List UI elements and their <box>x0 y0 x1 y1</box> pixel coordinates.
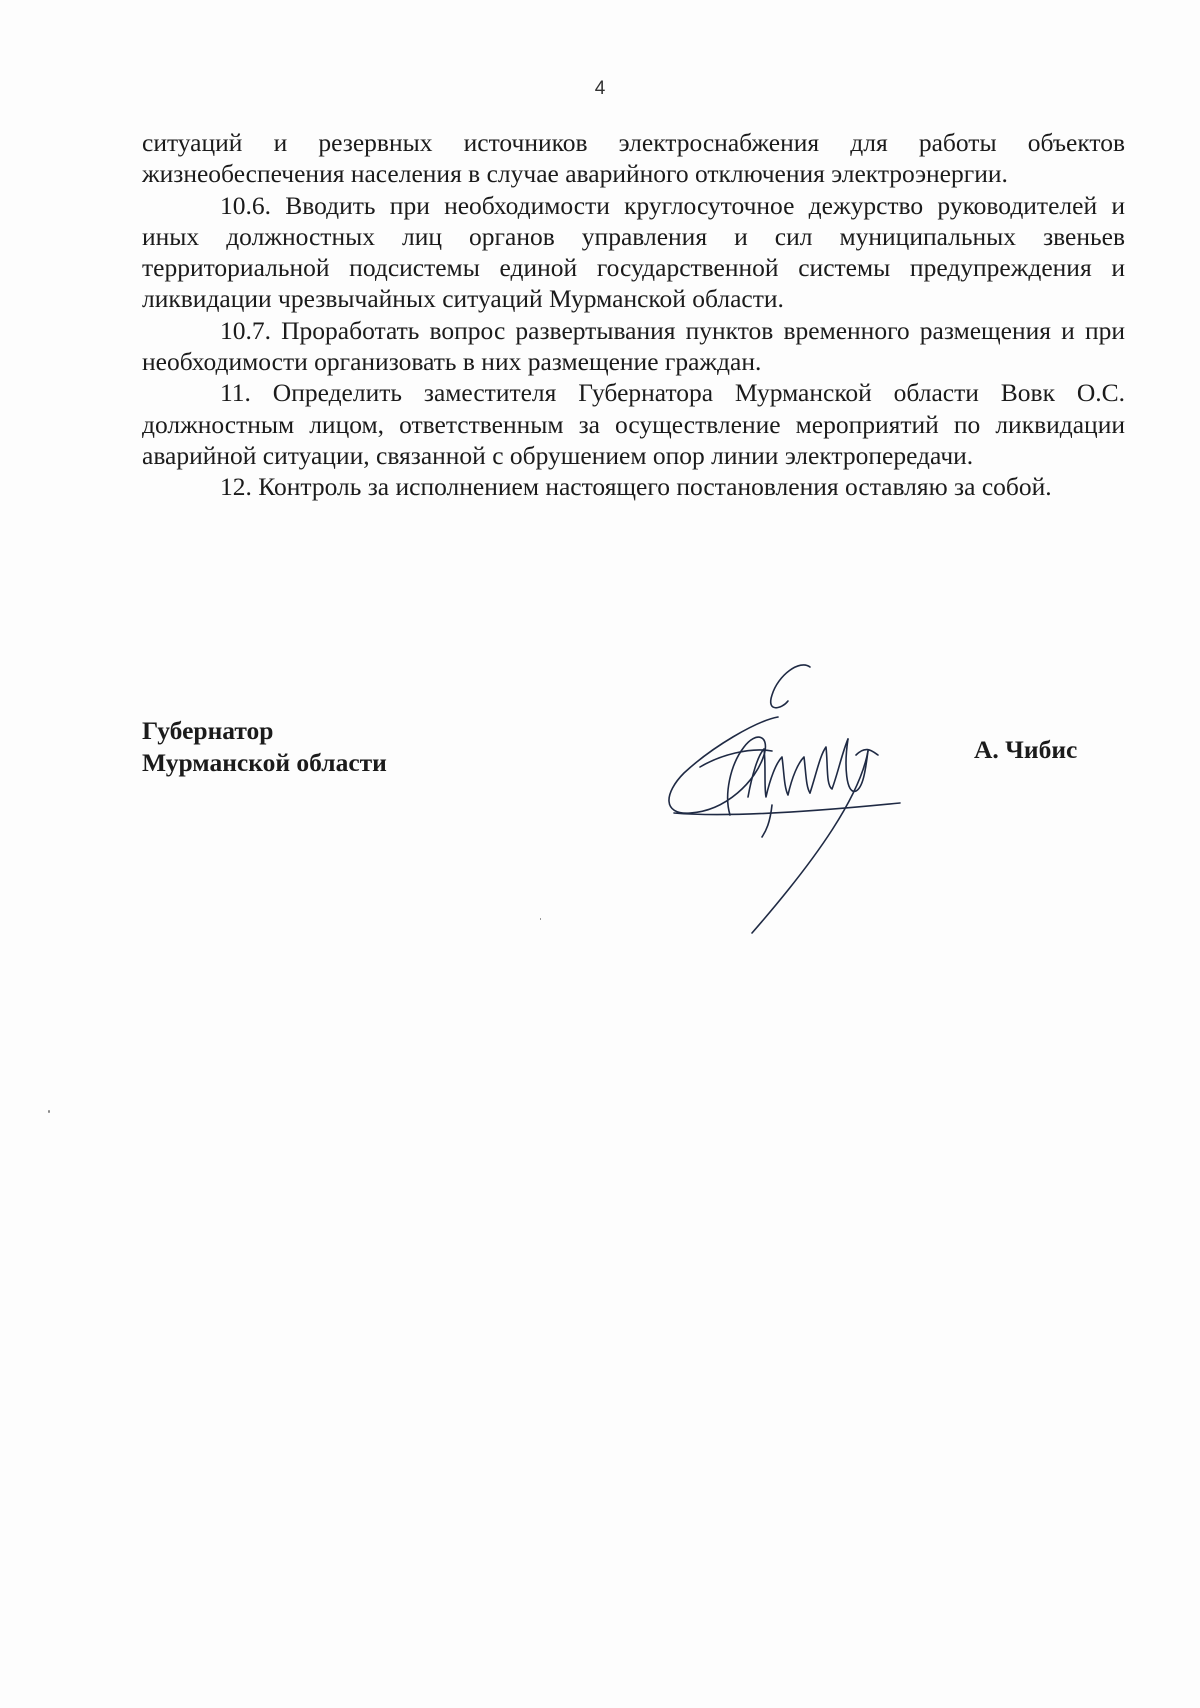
paragraph-10-6: 10.6. Вводить при необходимости круглосуточное дежурство руководителей и иных должностных лиц органов управления и сил муниципальных звеньев территориальной подсистемы единой государственной системы предупреждения и ликвидации чрезвычайных ситуаций Мурманской области. <box>142 190 1125 314</box>
signatory-title: Губернатор <box>142 716 274 745</box>
scan-speck <box>540 918 541 920</box>
scan-speck <box>48 1110 50 1113</box>
signatory-position <box>142 715 387 779</box>
handwritten-signature <box>660 655 940 935</box>
document-body <box>142 127 1125 503</box>
paragraph-12: 12. Контроль за исполнением настоящего постановления оставляю за собой. <box>220 472 1052 502</box>
paragraph-10-7: 10.7. Проработать вопрос развертывания пунктов временного размещения и при необходимости организовать в них размещение граждан. <box>142 315 1125 377</box>
paragraph-11: 11. Определить заместителя Губернатора Мурманской области Вовк О.С. должностным лицом, ответственным за осуществление мероприятий по ликвидации аварийной ситуации, связанной с обрушением опор линии электропередачи. <box>142 378 1125 470</box>
paragraph-continuation: ситуаций и резервных источников электроснабжения для работы объектов жизнеобеспечения населения в случае аварийного отключения электроэнергии. <box>142 128 1125 189</box>
signatory-name: А. Чибис <box>974 735 1078 764</box>
page-number: 4 <box>594 78 606 99</box>
signatory-region: Мурманской области <box>142 748 387 777</box>
